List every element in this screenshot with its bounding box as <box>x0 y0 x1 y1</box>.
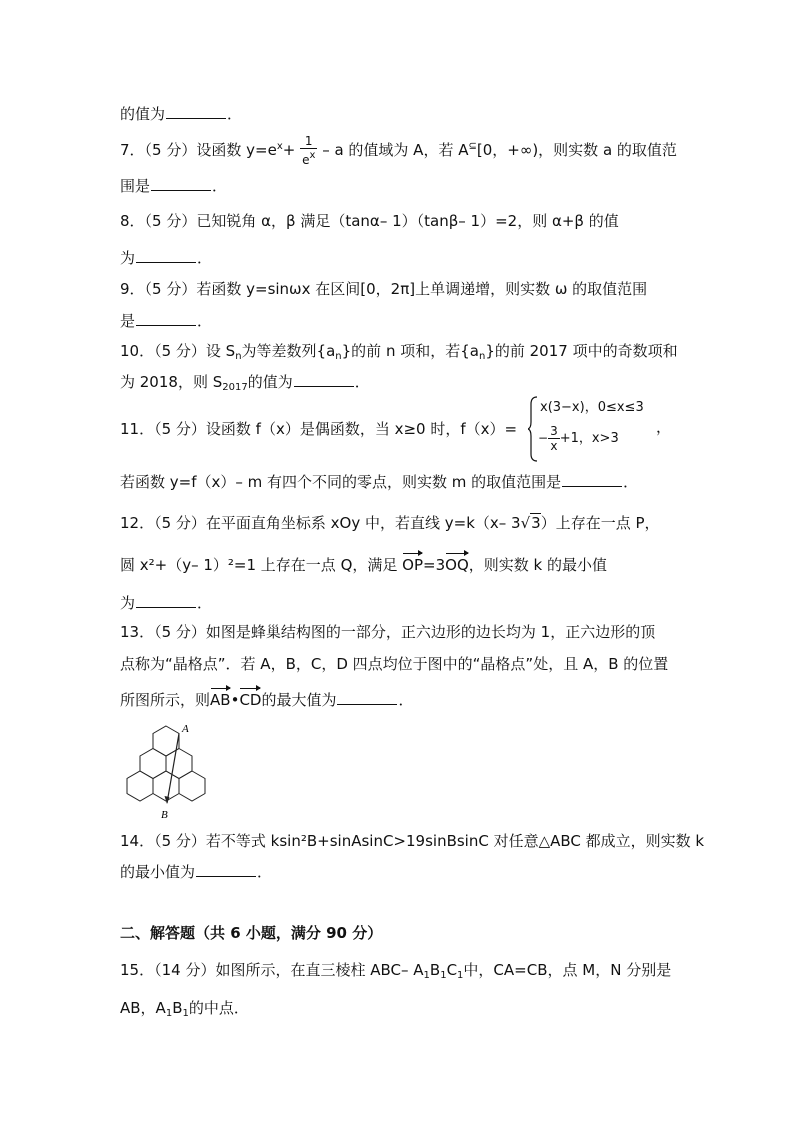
question-15 <box>120 960 671 986</box>
vector-oq: OQ <box>445 556 469 574</box>
question-7-cont <box>120 176 227 196</box>
text: =3 <box>423 556 446 574</box>
question-12-end <box>120 593 212 613</box>
numerator: 1 <box>300 134 317 149</box>
subscript: n <box>235 351 242 362</box>
fraction <box>300 134 317 167</box>
question-12-cont <box>120 555 607 575</box>
text: 是 <box>120 312 136 330</box>
vector-cd: CD <box>239 691 262 709</box>
superscript: x <box>309 150 316 161</box>
label-a: A <box>182 723 189 735</box>
question-13-cont <box>120 654 668 674</box>
answer-blank <box>136 593 196 608</box>
question-14 <box>120 831 704 851</box>
text: }的前 2017 项中的奇数项和 <box>485 342 678 360</box>
text: AB，A <box>120 999 166 1017</box>
text: 圆 x²+（y– 1）²=1 上存在一点 Q，满足 <box>120 556 398 574</box>
text: ． <box>354 373 370 391</box>
question-8 <box>120 211 619 231</box>
sqrt-content: 3 <box>531 514 541 532</box>
text: 为等差数列{a <box>241 342 336 360</box>
text: 11．（5 分）设函数 f（x）是偶函数，当 x≥0 时，f（x）= <box>120 420 518 438</box>
text: 的中点． <box>188 999 249 1017</box>
text: ． <box>212 177 228 195</box>
question-9-cont <box>120 311 212 331</box>
answer-blank <box>337 690 397 705</box>
text: ，则实数 k 的最小值 <box>468 556 608 574</box>
case-1: x(3−x)，0≤x≤3 <box>540 400 644 415</box>
text: 所图所示，则 <box>120 691 211 709</box>
answer-blank <box>166 104 226 119</box>
subscript: 1 <box>457 970 464 981</box>
text: 10．（5 分）设 S <box>120 342 236 360</box>
text: ． <box>257 863 273 881</box>
question-11 <box>120 419 517 439</box>
text: e <box>302 153 310 167</box>
text: ． <box>197 312 213 330</box>
question-11-cont <box>120 472 638 492</box>
text: 的值为 <box>120 105 166 123</box>
text: 围是 <box>120 177 151 195</box>
text: – a 的值域为 A，若 A <box>322 141 469 159</box>
text: }的前 n 项和，若{a <box>341 342 479 360</box>
question-8-cont <box>120 248 212 268</box>
text: ． <box>197 249 213 267</box>
subscript: 1 <box>423 970 430 981</box>
question-9 <box>120 279 647 299</box>
text: B <box>172 999 183 1017</box>
text: 12．（5 分）在平面直角坐标系 xOy 中，若直线 y=k（x– 3 <box>120 514 521 532</box>
text: 13．（5 分）如图是蜂巢结构图的一部分，正六边形的边长均为 1，正六边形的顶 <box>120 623 656 641</box>
text: 为 2018，则 S <box>120 373 223 391</box>
subscript: n <box>478 351 486 362</box>
text: [0，+∞)，则实数 a 的取值范 <box>476 141 677 159</box>
question-10-cont <box>120 372 370 398</box>
sqrt-sign: √ <box>520 514 531 532</box>
text: 的最大值为 <box>261 691 337 709</box>
subscript: 1 <box>165 1008 173 1019</box>
denominator <box>300 149 317 167</box>
text: 的最小值为 <box>120 863 196 881</box>
subscript: n <box>335 351 342 362</box>
denominator: x <box>550 439 558 453</box>
honeycomb-figure <box>118 718 218 824</box>
subscript: 2017 <box>222 382 248 393</box>
question-15-cont <box>120 998 249 1024</box>
text: C <box>446 961 458 979</box>
text: 为 <box>120 249 136 267</box>
text: ． <box>398 691 414 709</box>
superscript: x <box>276 141 283 152</box>
text: 为 <box>120 594 136 612</box>
question-10 <box>120 341 678 367</box>
line-q6-end <box>120 104 242 124</box>
text: 中，CA=CB，点 M，N 分别是 <box>463 961 672 979</box>
answer-blank <box>562 472 622 487</box>
fraction: − $\frac{3}{x}$ <box>538 424 558 453</box>
text: 7．（5 分）设函数 y=e <box>120 141 277 159</box>
subset-symbol: ⊆ <box>468 141 477 152</box>
case-2 <box>538 424 619 453</box>
answer-blank <box>151 176 211 191</box>
answer-blank <box>136 311 196 326</box>
subscript: 1 <box>440 970 447 981</box>
text: • <box>230 691 240 709</box>
text: 点称为“晶格点”．若 A，B，C，D 四点均位于图中的“晶格点”处，且 A，B 的位置 <box>120 655 669 673</box>
text: ． <box>623 473 639 491</box>
text: ． <box>227 105 243 123</box>
text: 的值为 <box>247 373 293 391</box>
text: ． <box>197 594 213 612</box>
text: 9．（5 分）若函数 y=sinωx 在区间[0，2π]上单调递增，则实数 ω 的取值范围 <box>120 280 648 298</box>
numerator: 3 <box>550 424 558 438</box>
answer-blank <box>136 248 196 263</box>
section-heading: 二、解答题（共 6 小题，满分 90 分） <box>120 924 383 942</box>
vector-op: OP <box>402 556 424 574</box>
question-14-cont <box>120 862 272 882</box>
subscript: 1 <box>182 1008 189 1019</box>
question-12 <box>120 513 660 533</box>
text: + <box>282 141 296 159</box>
vector-ab: AB <box>210 691 231 709</box>
text: ）上存在一点 P， <box>540 514 660 532</box>
answer-blank <box>294 372 354 387</box>
question-7 <box>120 134 677 167</box>
text: 15．（14 分）如图所示，在直三棱柱 ABC– A <box>120 961 424 979</box>
text: ， <box>656 418 672 436</box>
text: 14．（5 分）若不等式 ksin²B+sinAsinC>19sinBsinC 对任意△ABC 都成立，则实数 k <box>120 832 705 850</box>
text: 8．（5 分）已知锐角 α，β 满足（tanα– 1）（tanβ– 1）=2，则 α+β 的值 <box>120 212 619 230</box>
text: +1，x>3 <box>559 431 619 446</box>
question-13-end <box>120 690 414 710</box>
left-brace-icon <box>528 396 538 462</box>
label-b: B <box>161 809 168 821</box>
text: B <box>429 961 441 979</box>
question-13 <box>120 622 655 642</box>
text: 若函数 y=f（x）– m 有四个不同的零点，则实数 m 的取值范围是 <box>120 473 562 491</box>
answer-blank <box>196 862 256 877</box>
